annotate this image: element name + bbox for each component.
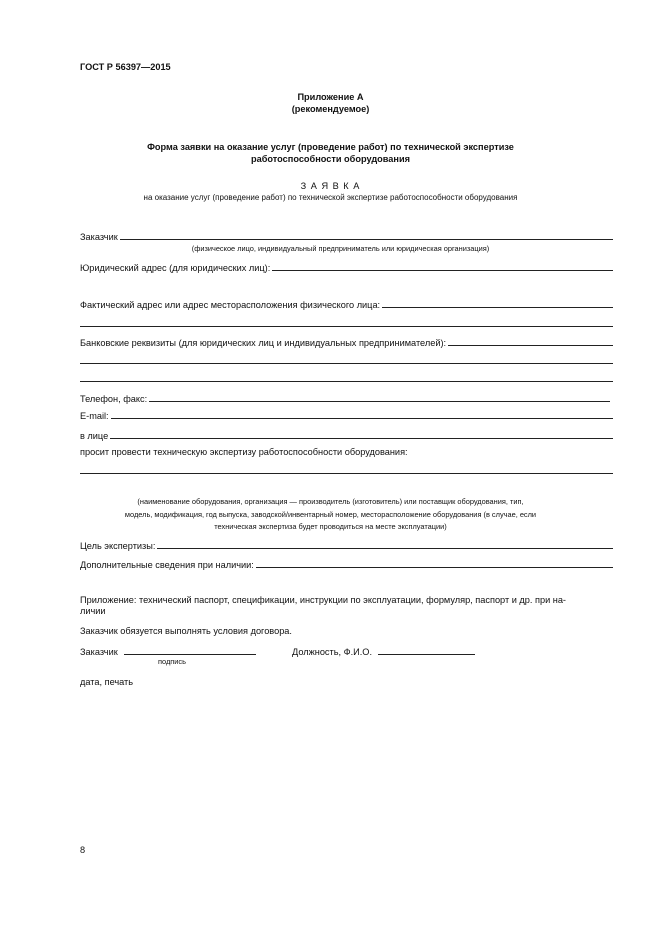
appendix-subtitle: (рекомендуемое) <box>291 104 370 114</box>
additional-info-label: Дополнительные сведения при наличии: <box>80 560 254 570</box>
person-label: в лице <box>80 431 109 441</box>
position-name-field[interactable] <box>292 645 475 657</box>
customer-field[interactable] <box>80 230 613 242</box>
attachment-line2: личии <box>80 606 106 616</box>
signature-customer-label: Заказчик <box>80 647 118 657</box>
legal-address-label: Юридический адрес (для юридических лиц): <box>80 263 271 273</box>
appendix-title: Приложение А <box>297 92 364 102</box>
request-text: просит провести техническую экспертизу работоспособности оборудования: <box>80 447 408 457</box>
equipment-input-line[interactable] <box>80 473 613 474</box>
request-heading: З А Я В К А <box>300 181 361 191</box>
email-field[interactable] <box>80 409 613 421</box>
legal-address-input-line[interactable] <box>272 261 613 271</box>
position-name-input-line[interactable] <box>378 645 475 655</box>
customer-hint: (физическое лицо, индивидуальный предприниматель или юридическая организация) <box>191 244 490 253</box>
bank-details-input-line[interactable] <box>448 336 613 346</box>
actual-address-input-line[interactable] <box>382 298 613 308</box>
legal-address-field[interactable] <box>80 261 613 273</box>
phone-input-line[interactable] <box>149 392 610 402</box>
email-label: E-mail: <box>80 411 109 421</box>
signature-customer-field[interactable] <box>80 645 256 657</box>
phone-label: Телефон, факс: <box>80 394 148 404</box>
equipment-hint-line2: модель, модификация, год выпуска, заводской/инвентарный номер, месторасположение оборудования (в случае, если <box>124 510 537 519</box>
attachment-line1: Приложение: технический паспорт, спецификации, инструкции по эксплуатации, формуляр, паспорт и др. при на- <box>80 595 566 605</box>
customer-input-line[interactable] <box>120 230 613 240</box>
bank-details-field[interactable] <box>80 336 613 348</box>
bank-details-line-3[interactable] <box>80 381 613 382</box>
actual-address-line-2[interactable] <box>80 326 613 327</box>
purpose-field[interactable] <box>80 539 613 551</box>
actual-address-label: Фактический адрес или адрес месторасположения физического лица: <box>80 300 381 310</box>
position-name-label: Должность, Ф.И.О. <box>292 647 373 657</box>
email-input-line[interactable] <box>111 409 613 419</box>
customer-label: Заказчик <box>80 232 118 242</box>
actual-address-field[interactable] <box>80 298 613 310</box>
equipment-hint-line3: техническая экспертиза будет проводиться на месте эксплуатации) <box>214 522 447 531</box>
page-number: 8 <box>80 845 86 855</box>
person-field[interactable] <box>80 429 613 441</box>
equipment-hint-line1: (наименование оборудования, организация — производитель (изготовитель) или поставщик оборудования, тип, <box>137 497 524 506</box>
purpose-input-line[interactable] <box>157 539 613 549</box>
additional-info-input-line[interactable] <box>256 558 613 568</box>
person-input-line[interactable] <box>110 429 613 439</box>
bank-details-label: Банковские реквизиты (для юридических лиц и индивидуальных предпринимателей): <box>80 338 447 348</box>
request-subheading: на оказание услуг (проведение работ) по технической экспертизе работоспособности оборудования <box>143 193 518 202</box>
obligation-text: Заказчик обязуется выполнять условия договора. <box>80 626 292 636</box>
form-title-line1: Форма заявки на оказание услуг (проведение работ) по технической экспертизе <box>147 142 514 152</box>
phone-field[interactable] <box>80 392 610 404</box>
document-code: ГОСТ Р 56397—2015 <box>80 62 171 72</box>
signature-hint: подпись <box>158 657 186 666</box>
bank-details-line-2[interactable] <box>80 363 613 364</box>
signature-input-line[interactable] <box>124 645 256 655</box>
additional-info-field[interactable] <box>80 558 613 570</box>
date-stamp-label: дата, печать <box>80 677 134 687</box>
form-title-line2: работоспособности оборудования <box>251 154 410 164</box>
purpose-label: Цель экспертизы: <box>80 541 156 551</box>
